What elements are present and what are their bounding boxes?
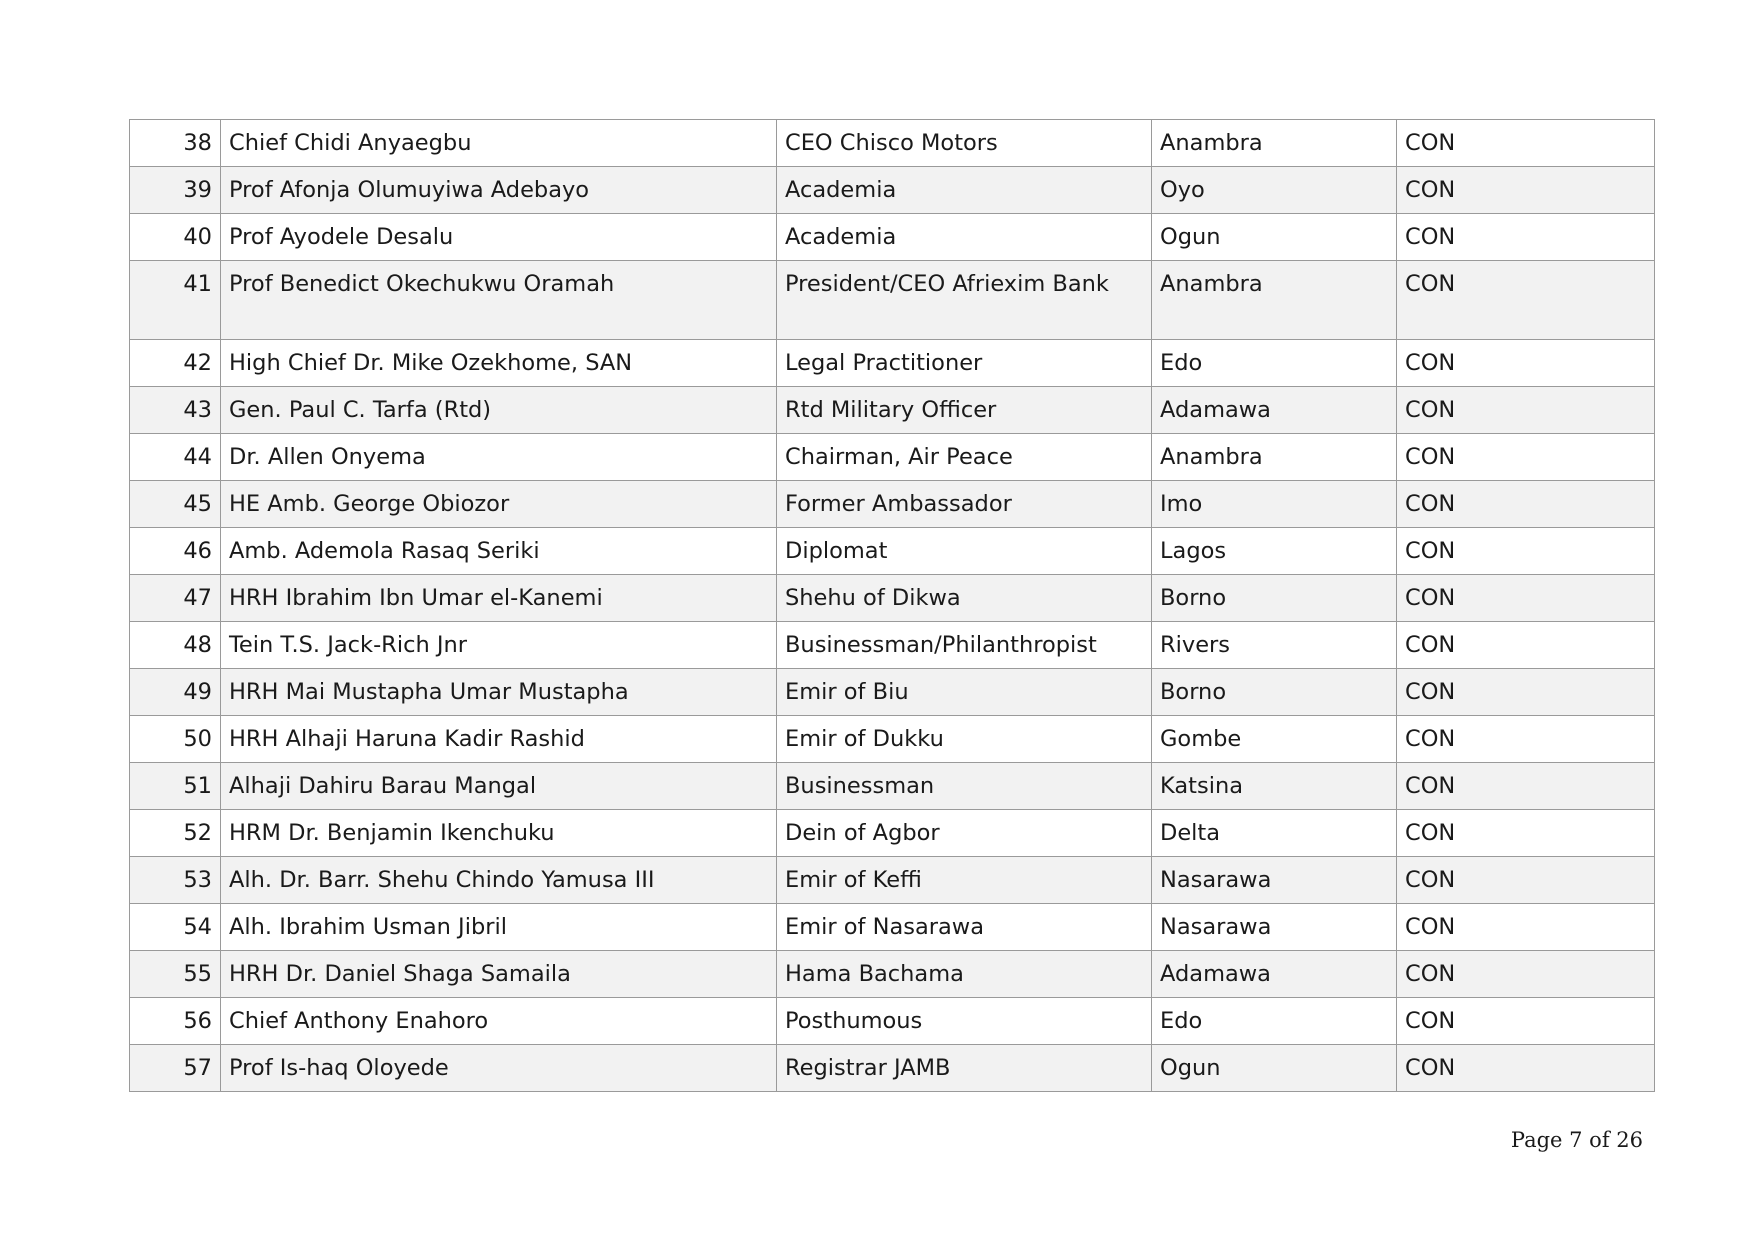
recipient-name-cell: HRH Mai Mustapha Umar Mustapha xyxy=(221,669,777,716)
row-number-cell: 52 xyxy=(130,810,221,857)
state-cell: Ogun xyxy=(1152,214,1397,261)
designation-cell: CEO Chisco Motors xyxy=(777,120,1152,167)
designation-cell: Businessman xyxy=(777,763,1152,810)
row-number-cell: 49 xyxy=(130,669,221,716)
recipient-name-cell: Chief Anthony Enahoro xyxy=(221,998,777,1045)
row-number-cell: 56 xyxy=(130,998,221,1045)
table-row xyxy=(130,481,1655,528)
state-cell: Anambra xyxy=(1152,120,1397,167)
table-row xyxy=(130,622,1655,669)
row-number-cell: 48 xyxy=(130,622,221,669)
award-cell: CON xyxy=(1397,857,1655,904)
table-row xyxy=(130,261,1655,340)
designation-cell: President/CEO Afriexim Bank xyxy=(777,261,1152,340)
designation-cell: Former Ambassador xyxy=(777,481,1152,528)
designation-cell: Shehu of Dikwa xyxy=(777,575,1152,622)
state-cell: Edo xyxy=(1152,340,1397,387)
recipient-name-cell: Dr. Allen Onyema xyxy=(221,434,777,481)
table-row xyxy=(130,1045,1655,1092)
designation-cell: Diplomat xyxy=(777,528,1152,575)
award-cell: CON xyxy=(1397,1045,1655,1092)
designation-cell: Emir of Dukku xyxy=(777,716,1152,763)
designation-cell: Registrar JAMB xyxy=(777,1045,1152,1092)
state-cell: Nasarawa xyxy=(1152,857,1397,904)
recipient-name-cell: Alh. Ibrahim Usman Jibril xyxy=(221,904,777,951)
award-cell: CON xyxy=(1397,904,1655,951)
table-row xyxy=(130,857,1655,904)
state-cell: Adamawa xyxy=(1152,951,1397,998)
table-row xyxy=(130,214,1655,261)
table-row xyxy=(130,387,1655,434)
recipient-name-cell: Amb. Ademola Rasaq Seriki xyxy=(221,528,777,575)
state-cell: Adamawa xyxy=(1152,387,1397,434)
state-cell: Borno xyxy=(1152,669,1397,716)
recipient-name-cell: HRH Ibrahim Ibn Umar el-Kanemi xyxy=(221,575,777,622)
recipient-name-cell: Prof Ayodele Desalu xyxy=(221,214,777,261)
row-number-cell: 46 xyxy=(130,528,221,575)
award-cell: CON xyxy=(1397,575,1655,622)
state-cell: Edo xyxy=(1152,998,1397,1045)
award-cell: CON xyxy=(1397,528,1655,575)
state-cell: Anambra xyxy=(1152,434,1397,481)
row-number-cell: 43 xyxy=(130,387,221,434)
table-row xyxy=(130,763,1655,810)
row-number-cell: 53 xyxy=(130,857,221,904)
recipient-name-cell: Prof Is-haq Oloyede xyxy=(221,1045,777,1092)
award-cell: CON xyxy=(1397,951,1655,998)
designation-cell: Businessman/Philanthropist xyxy=(777,622,1152,669)
table-row xyxy=(130,998,1655,1045)
recipient-name-cell: High Chief Dr. Mike Ozekhome, SAN xyxy=(221,340,777,387)
award-cell: CON xyxy=(1397,998,1655,1045)
award-cell: CON xyxy=(1397,716,1655,763)
recipient-name-cell: Chief Chidi Anyaegbu xyxy=(221,120,777,167)
row-number-cell: 39 xyxy=(130,167,221,214)
table-row xyxy=(130,904,1655,951)
table-row xyxy=(130,669,1655,716)
state-cell: Ogun xyxy=(1152,1045,1397,1092)
row-number-cell: 38 xyxy=(130,120,221,167)
award-cell: CON xyxy=(1397,669,1655,716)
table-row xyxy=(130,810,1655,857)
award-cell: CON xyxy=(1397,763,1655,810)
table-row xyxy=(130,434,1655,481)
table-row xyxy=(130,167,1655,214)
designation-cell: Emir of Biu xyxy=(777,669,1152,716)
recipient-name-cell: HRH Alhaji Haruna Kadir Rashid xyxy=(221,716,777,763)
state-cell: Anambra xyxy=(1152,261,1397,340)
designation-cell: Rtd Military Officer xyxy=(777,387,1152,434)
state-cell: Borno xyxy=(1152,575,1397,622)
honours-table xyxy=(129,119,1655,1092)
recipient-name-cell: HE Amb. George Obiozor xyxy=(221,481,777,528)
row-number-cell: 40 xyxy=(130,214,221,261)
row-number-cell: 41 xyxy=(130,261,221,340)
state-cell: Katsina xyxy=(1152,763,1397,810)
award-cell: CON xyxy=(1397,167,1655,214)
row-number-cell: 44 xyxy=(130,434,221,481)
designation-cell: Chairman, Air Peace xyxy=(777,434,1152,481)
state-cell: Rivers xyxy=(1152,622,1397,669)
recipient-name-cell: HRM Dr. Benjamin Ikenchuku xyxy=(221,810,777,857)
row-number-cell: 51 xyxy=(130,763,221,810)
award-cell: CON xyxy=(1397,434,1655,481)
designation-cell: Academia xyxy=(777,214,1152,261)
designation-cell: Legal Practitioner xyxy=(777,340,1152,387)
state-cell: Oyo xyxy=(1152,167,1397,214)
row-number-cell: 57 xyxy=(130,1045,221,1092)
state-cell: Imo xyxy=(1152,481,1397,528)
award-cell: CON xyxy=(1397,214,1655,261)
page-number: Page 7 of 26 xyxy=(1510,1128,1643,1152)
row-number-cell: 54 xyxy=(130,904,221,951)
table-row xyxy=(130,340,1655,387)
recipient-name-cell: Prof Benedict Okechukwu Oramah xyxy=(221,261,777,340)
row-number-cell: 45 xyxy=(130,481,221,528)
designation-cell: Academia xyxy=(777,167,1152,214)
honours-table-body xyxy=(130,120,1655,1092)
designation-cell: Hama Bachama xyxy=(777,951,1152,998)
designation-cell: Posthumous xyxy=(777,998,1152,1045)
award-cell: CON xyxy=(1397,120,1655,167)
state-cell: Delta xyxy=(1152,810,1397,857)
recipient-name-cell: Prof Afonja Olumuyiwa Adebayo xyxy=(221,167,777,214)
award-cell: CON xyxy=(1397,340,1655,387)
row-number-cell: 55 xyxy=(130,951,221,998)
designation-cell: Dein of Agbor xyxy=(777,810,1152,857)
designation-cell: Emir of Keffi xyxy=(777,857,1152,904)
recipient-name-cell: Gen. Paul C. Tarfa (Rtd) xyxy=(221,387,777,434)
state-cell: Nasarawa xyxy=(1152,904,1397,951)
row-number-cell: 47 xyxy=(130,575,221,622)
designation-cell: Emir of Nasarawa xyxy=(777,904,1152,951)
row-number-cell: 50 xyxy=(130,716,221,763)
recipient-name-cell: Alh. Dr. Barr. Shehu Chindo Yamusa III xyxy=(221,857,777,904)
award-cell: CON xyxy=(1397,810,1655,857)
recipient-name-cell: Tein T.S. Jack-Rich Jnr xyxy=(221,622,777,669)
award-cell: CON xyxy=(1397,261,1655,340)
table-row xyxy=(130,120,1655,167)
table-row xyxy=(130,528,1655,575)
table-row xyxy=(130,951,1655,998)
state-cell: Lagos xyxy=(1152,528,1397,575)
recipient-name-cell: HRH Dr. Daniel Shaga Samaila xyxy=(221,951,777,998)
recipient-name-cell: Alhaji Dahiru Barau Mangal xyxy=(221,763,777,810)
state-cell: Gombe xyxy=(1152,716,1397,763)
award-cell: CON xyxy=(1397,387,1655,434)
table-row xyxy=(130,575,1655,622)
award-cell: CON xyxy=(1397,481,1655,528)
row-number-cell: 42 xyxy=(130,340,221,387)
award-cell: CON xyxy=(1397,622,1655,669)
table-row xyxy=(130,716,1655,763)
